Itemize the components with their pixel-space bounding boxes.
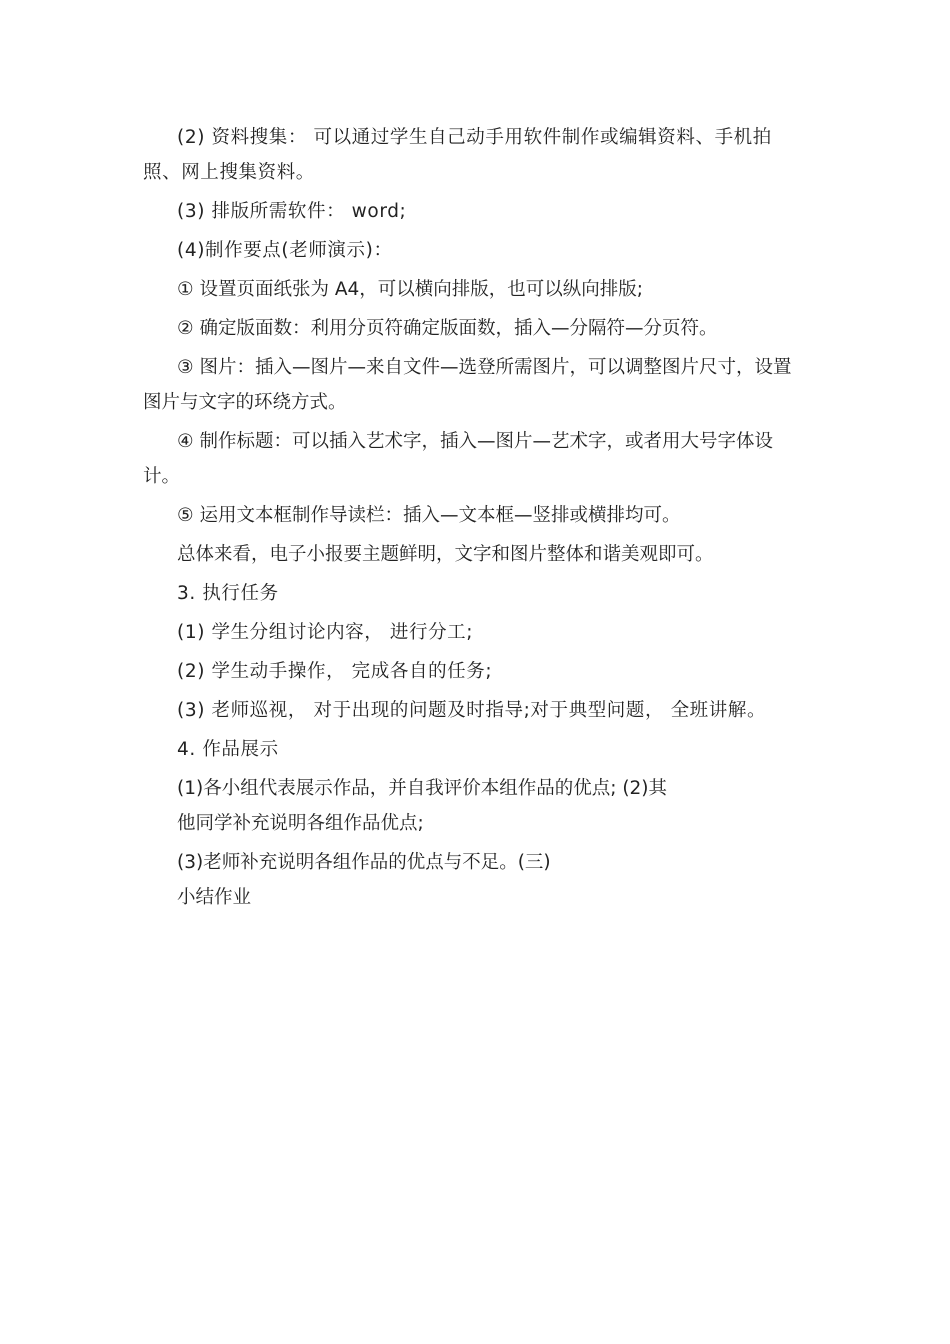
- paragraph-step-title: ④ 制作标题：可以插入艺术字，插入—图片—艺术字，或者用大号字体设计。: [143, 431, 773, 487]
- paragraph-layout-software: (3) 排版所需软件： word;: [177, 201, 407, 222]
- heading-work-display: 4. 作品展示: [177, 739, 279, 760]
- paragraph-group-discussion: (1) 学生分组讨论内容， 进行分工;: [177, 622, 474, 643]
- paragraph-step-images: ③ 图片：插入—图片—来自文件—选登所需图片，可以调整图片尺寸，设置图片与文字的环绕方式。: [143, 357, 792, 413]
- paragraph-summary: 总体来看，电子小报要主题鲜明，文字和图片整体和谐美观即可。: [177, 544, 714, 565]
- heading-summary-homework: 小结作业: [177, 887, 252, 908]
- paragraph-teacher-supplement: (3)老师补充说明各组作品的优点与不足。(三): [177, 852, 551, 873]
- paragraph-step-page-setup: ① 设置页面纸张为 A4，可以横向排版，也可以纵向排版;: [177, 279, 644, 300]
- paragraph-material-collection: (2) 资料搜集： 可以通过学生自己动手用软件制作或编辑资料、手机拍照、网上搜集资料。: [143, 127, 772, 183]
- paragraph-group-presentation: (1)各小组代表展示作品，并自我评价本组作品的优点; (2)其: [177, 778, 668, 799]
- paragraph-step-textbox: ⑤ 运用文本框制作导读栏：插入—文本框—竖排或横排均可。: [177, 505, 681, 526]
- document-body: [143, 120, 808, 919]
- paragraph-production-points: (4)制作要点(老师演示)：: [177, 240, 393, 261]
- heading-execute-task: 3. 执行任务: [177, 583, 279, 604]
- paragraph-hands-on: (2) 学生动手操作， 完成各自的任务;: [177, 661, 493, 682]
- paragraph-step-page-count: ② 确定版面数：利用分页符确定版面数，插入—分隔符—分页符。: [177, 318, 718, 339]
- paragraph-classmate-supplement: 他同学补充说明各组作品优点;: [177, 813, 424, 834]
- paragraph-teacher-patrol: (3) 老师巡视， 对于出现的问题及时指导;对于典型问题， 全班讲解。: [177, 700, 767, 721]
